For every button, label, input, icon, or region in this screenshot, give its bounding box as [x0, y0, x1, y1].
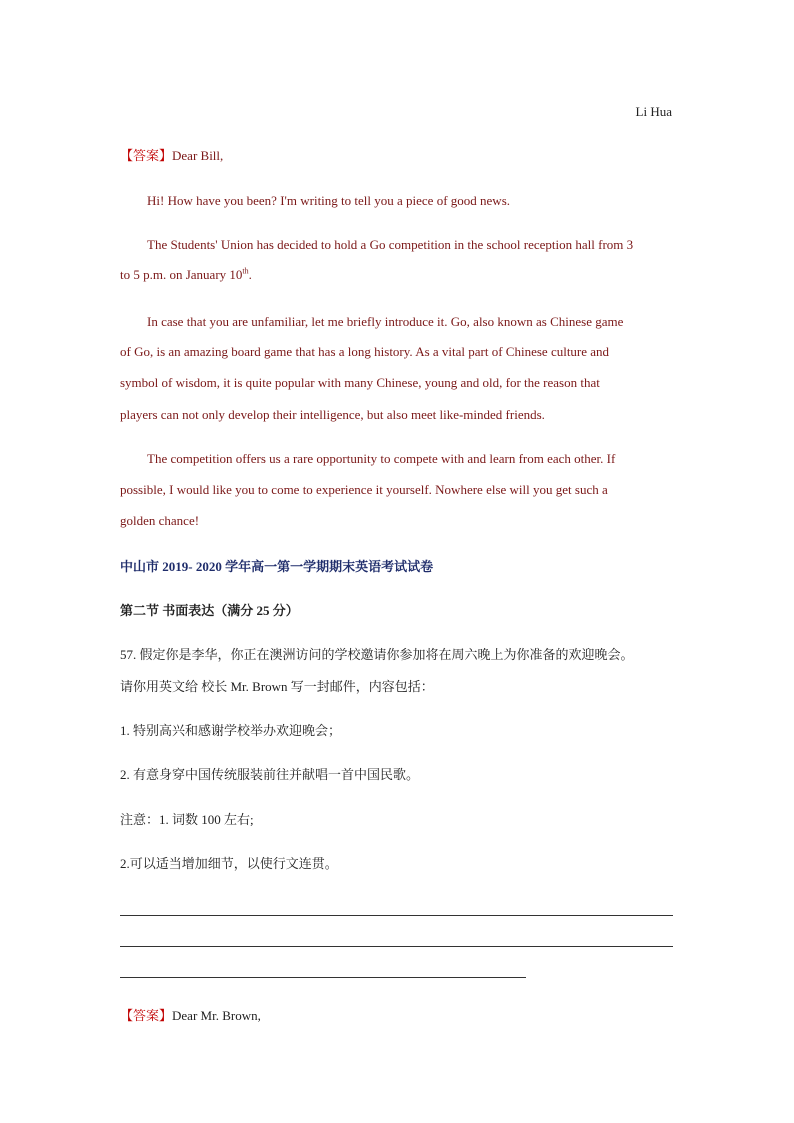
- letter1-p2-line1: The Students' Union has decided to hold a Go competition in the school reception hall from 3: [147, 237, 634, 252]
- letter1-p1: Hi! How have you been? I'm writing to tell you a piece of good news.: [147, 193, 510, 208]
- letter1-p4-line3: golden chance!: [120, 513, 200, 528]
- letter1-p2-line2-main: to 5 p.m. on January 10: [120, 267, 243, 282]
- writing-line-3: [120, 977, 526, 978]
- letter1-greeting: Dear Bill,: [172, 148, 224, 163]
- question-note-1: 注意：1. 词数 100 左右;: [120, 812, 254, 827]
- letter1-p3-line2: of Go, is an amazing board game that has a long history. As a vital part of Chinese culture and: [120, 344, 610, 359]
- section-heading: 第二节 书面表达（满分 25 分）: [120, 603, 299, 618]
- letter2-greeting: Dear Mr. Brown,: [172, 1008, 261, 1023]
- writing-line-1: [120, 915, 673, 916]
- question-item-1: 1. 特别高兴和感谢学校举办欢迎晚会；: [120, 723, 342, 738]
- letter1-p2-line2: [120, 266, 252, 284]
- letter1-p2-line2-end: .: [248, 267, 252, 282]
- letter1-p3-line1: In case that you are unfamiliar, let me briefly introduce it. Go, also known as Chinese game: [147, 314, 624, 329]
- letter1-p2-line2-sup: th: [242, 266, 249, 276]
- question-note-2: 2.可以适当增加细节，以使行文连贯。: [120, 856, 338, 871]
- answer-tag: 【答案】: [120, 148, 173, 163]
- answer-line-2: [120, 1007, 261, 1025]
- answer-tag-2: 【答案】: [120, 1008, 173, 1023]
- answer-line-1: [120, 147, 223, 165]
- writing-line-2: [120, 946, 673, 947]
- question-item-2: 2. 有意身穿中国传统服装前往并献唱一首中国民歌。: [120, 767, 420, 782]
- question-line-2: 请你用英文给 校长 Mr. Brown 写一封邮件，内容包括：: [120, 679, 434, 694]
- section-title: 中山市 2019- 2020 学年高一第一学期期末英语考试试卷: [120, 559, 434, 574]
- signature: Li Hua: [635, 104, 672, 119]
- letter1-p3-line3: symbol of wisdom, it is quite popular with many Chinese, young and old, for the reason that: [120, 375, 600, 390]
- letter1-p4-line1: The competition offers us a rare opportunity to compete with and learn from each other. If: [147, 451, 616, 466]
- letter1-p4-line2: possible, I would like you to come to experience it yourself. Nowhere else will you get such a: [120, 482, 608, 497]
- letter1-p3-line4: players can not only develop their intelligence, but also meet like-minded friends.: [120, 407, 545, 422]
- question-line-1: 57. 假定你是李华，你正在澳洲访问的学校邀请你参加将在周六晚上为你准备的欢迎晚会。: [120, 647, 634, 662]
